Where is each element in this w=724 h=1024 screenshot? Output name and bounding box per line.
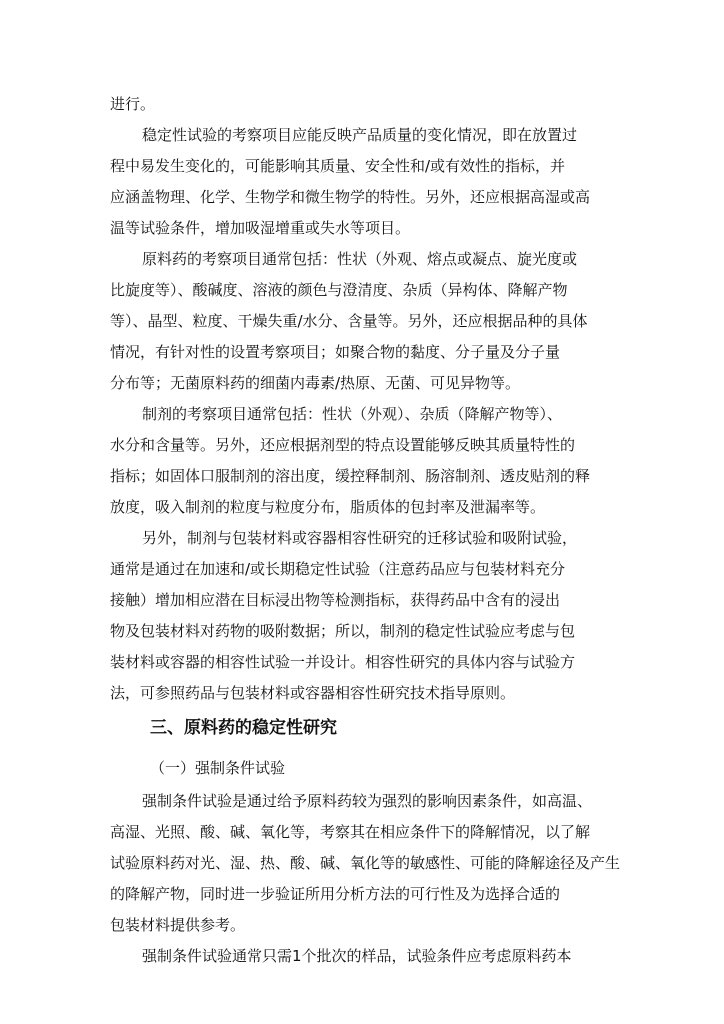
paragraph-line: 放度，吸入制剂的粒度与粒度分布，脂质体的包封率及泄漏率等。 [110, 498, 546, 516]
paragraph-line: 制剂的考察项目通常包括：性状（外观）、杂质（降解产物等）、 [142, 405, 563, 423]
paragraph-line: 指标；如固体口服制剂的溶出度，缓控释制剂、肠溶制剂、透皮贴剂的释 [110, 467, 591, 485]
paragraph-line: 试验原料药对光、湿、热、酸、碱、氧化等的敏感性、可能的降解途径及产生 [110, 854, 620, 872]
paragraph-line: 强制条件试验是通过给予原料药较为强烈的影响因素条件，如高温、 [142, 792, 593, 810]
paragraph-line: 分布等；无菌原料药的细菌内毒素/热原、无菌、可见异物等。 [110, 374, 521, 392]
paragraph-line: 物及包装材料对药物的吸附数据；所以，制剂的稳定性试验应考虑与包 [110, 622, 576, 640]
paragraph-line: 进行。 [110, 95, 156, 113]
paragraph-line: 法，可参照药品与包装材料或容器相容性研究技术指导原则。 [110, 684, 516, 702]
paragraph-line: 装材料或容器的相容性试验一并设计。相容性研究的具体内容与试验方 [110, 653, 576, 671]
paragraph-line: 温等试验条件，增加吸湿增重或失水等项目。 [110, 219, 411, 237]
paragraph-line: 情况，有针对性的设置考察项目；如聚合物的黏度、分子量及分子量 [110, 343, 561, 361]
paragraph-line: 包装材料提供参考。 [110, 916, 246, 934]
paragraph-line: 水分和含量等。另外，还应根据剂型的特点设置能够反映其质量特性的 [110, 436, 576, 454]
paragraph-line: 等）、晶型、粒度、干燥失重/水分、含量等。另外，还应根据品种的具体 [110, 312, 588, 330]
paragraph-line: 应涵盖物理、化学、生物学和微生物学的特性。另外，还应根据高湿或高 [110, 188, 591, 206]
paragraph-line: 通常是通过在加速和/或长期稳定性试验（注意药品应与包装材料充分 [110, 560, 566, 578]
paragraph-line: 接触）增加相应潜在目标浸出物等检测指标，获得药品中含有的浸出 [110, 591, 561, 609]
paragraph-line: 原料药的考察项目通常包括：性状（外观、熔点或凝点、旋光度或 [142, 250, 578, 268]
paragraph-line: 比旋度等）、酸碱度、溶液的颜色与澄清度、杂质（异构体、降解产物 [110, 281, 568, 299]
section-heading: 三、原料药的稳定性研究 [150, 718, 337, 738]
paragraph-line: 稳定性试验的考察项目应能反映产品质量的变化情况，即在放置过 [142, 126, 578, 144]
paragraph-line: 的降解产物，同时进一步验证所用分析方法的可行性及为选择合适的 [110, 885, 561, 903]
paragraph-line: 强制条件试验通常只需1个批次的样品，试验条件应考虑原料药本 [142, 947, 572, 965]
paragraph-line: 高湿、光照、酸、碱、氧化等，考察其在相应条件下的降解情况，以了解 [110, 823, 591, 841]
paragraph-line: 程中易发生变化的，可能影响其质量、安全性和/或有效性的指标，并 [110, 157, 566, 175]
sub-heading: （一）强制条件试验 [150, 759, 286, 777]
paragraph-line: 另外，制剂与包装材料或容器相容性研究的迁移试验和吸附试验， [142, 529, 578, 547]
